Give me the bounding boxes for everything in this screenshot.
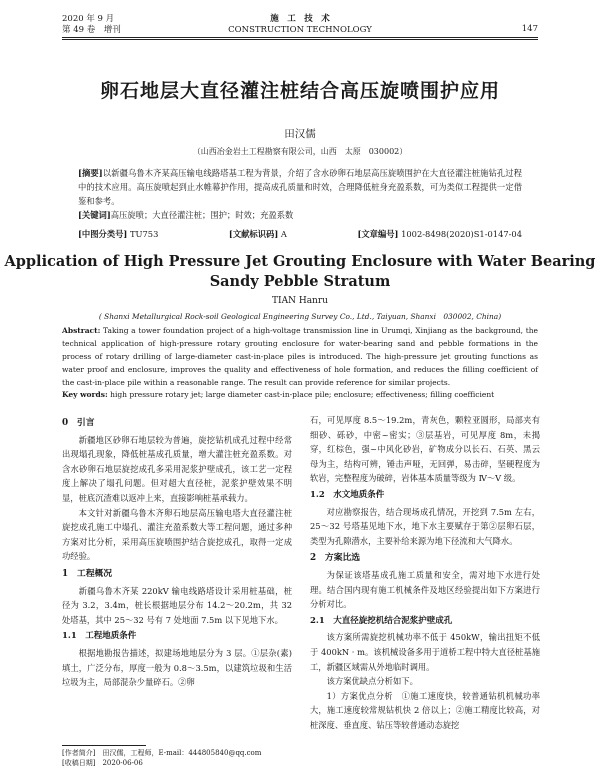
- footnote-author-info: [作者简介] 田汉儒，工程师，E-mail：444805840@qq.com: [62, 749, 262, 757]
- section-0-paragraph-2: 本文针对新疆乌鲁木齐卵石地层高压输电塔大直径灌注桩旋挖成孔施工中塌孔、灌注充盈系数大等工程问题，通过多种方案对比分析，采用高压旋喷围护结合旋挖成孔，取得一定成功经验。: [62, 507, 292, 562]
- section-1-1-heading: 1.1 工程地质条件: [62, 631, 137, 642]
- doc-label: [文献标识码]: [228, 229, 279, 239]
- section-1-1-paragraph-cont: 石，可见厚度 8.5～19.2m，青灰色，颗粒亚圆形，局部夹有细砂、砾砂，中密~密实；③层基岩，可见厚度 8m，未揭穿，红棕色，强~中风化砂岩，矿物成分以长石、石英、黑云母为主，结构可辨，锤击声哑，无回弹，易击碎，坚硬程度为软岩，完整程度为破碎，岩体基本质量等级为 Ⅳ～Ⅴ 级。: [310, 415, 540, 484]
- article-value: 1002-8498(2020)S1-0147-04: [401, 229, 522, 239]
- classification-meta: [78, 228, 522, 240]
- article-title-en: Application of High Pressure Jet Grouting Enclosure with Water Bearing Sandy Pebble Stratum: [4, 253, 596, 290]
- keywords-en-label: Key words:: [62, 390, 108, 399]
- keywords-cn: [78, 208, 522, 222]
- article-number: [357, 228, 522, 240]
- keywords-en-text: high pressure rotary jet; large diameter cast-in-place pile; enclosure; effectiveness; filling coefficient: [110, 390, 495, 399]
- article-title-cn: 卵石地层大直径灌注桩结合高压旋喷围护应用: [99, 80, 500, 102]
- section-1-heading: 1 工程概况: [62, 568, 113, 579]
- section-1-paragraph-1: 新疆乌鲁木齐某 220kV 输电线路塔设计采用桩基础，桩径为 3.2，3.4m，桩长根据地层分布 14.2～20.2m，共 32 处塔基，其中 25～32 号有 7 处地面 7.5m 以下见地下水。: [62, 585, 292, 625]
- doc-code: [229, 228, 287, 240]
- header-center: [0, 14, 600, 36]
- body-column-left: [62, 413, 292, 690]
- header-volume: 第 49 卷 增刊: [62, 25, 121, 35]
- affiliation-en: ( Shanxi Metallurgical Rock-soil Geological Engineering Survey Co., Ltd., Taiyuan, Shanxi 030002, China): [98, 312, 502, 321]
- section-1-2-heading: 1.2 水文地质条件: [310, 489, 385, 500]
- section-1-1-paragraph-1: 根据地勘报告描述，拟建场地地层分为 3 层。①层杂(素)填土，广泛分布，厚度一般为 0.8～3.5m，以建筑垃圾和生活垃圾为主，局部混杂少量碎石。②卵: [62, 647, 292, 688]
- abstract-cn-text: 以新疆乌鲁木齐某高压输电线路塔基工程为背景，介绍了含水砂卵石地层高压旋喷围护在大直径灌注桩施钻孔过程中的技术应用。高压旋喷起到止水帷幕护作用，提高成孔质量和时效，合理降低桩身充盈系数，可为类似工程提供一定借鉴和参考。: [78, 168, 522, 206]
- abstract-cn: [78, 166, 522, 208]
- clc-label: [中图分类号]: [78, 229, 128, 239]
- header-date: 2020 年 9 月: [62, 14, 115, 24]
- footnote-received: [收稿日期] 2020-06-06: [62, 759, 143, 767]
- section-2-1-paragraph-1: 该方案所需旋挖机械功率不低于 450kW，输出扭矩不低于 400kN · m。该机械设备多用于道桥工程中特大直径桩基施工，新疆区域需从外地临时调用。: [310, 632, 540, 672]
- affiliation-cn: （山西冶金岩土工程勘察有限公司，山西 太原 030002）: [192, 147, 408, 156]
- clc-code: [78, 228, 158, 240]
- section-2-1-paragraph-2: 该方案优缺点分析如下。: [326, 676, 418, 687]
- abstract-cn-block: [78, 166, 522, 222]
- header-rule: [62, 37, 538, 38]
- abstract-en-text: Taking a tower foundation project of a high-voltage transmission line in Urumqi, Xinjiang as the background, the technical application of high-pressure rotary grouting enclosure for water-bearing sand and pebble formations in the process of rotary drilling of large-diameter cast-in-place piles is introduced. The high-pressure jet grouting functions as water proof and enclosure, improves the quality and effectiveness of hole formation, and reduces the filling coefficient of the cast-in-place pile within a reasonable range. The result can provide reference for similar projects.: [62, 326, 538, 387]
- section-2-1-paragraph-3: 1）方案优点分析 ①施工速度快，较普通钻机机械功率大，施工速度较常规钻机快 2 倍以上；②施工精度比较高，对桩深度、垂直度、钻压等较普通动态旋挖: [310, 690, 540, 730]
- journal-name-en: CONSTRUCTION TECHNOLOGY: [228, 25, 372, 35]
- footnote-rule: [62, 745, 146, 746]
- page-number: 147: [521, 24, 538, 34]
- section-2-heading: 2 方案比选: [310, 553, 361, 564]
- section-0-heading: 0 引言: [62, 418, 95, 428]
- author-en: TIAN Hanru: [272, 296, 328, 306]
- header-rule-thin: [62, 39, 538, 40]
- author-cn: 田汉儒: [284, 128, 316, 140]
- footnote: [62, 748, 261, 768]
- body-column-right: [310, 413, 540, 732]
- abstract-cn-label: [摘要]: [78, 168, 103, 178]
- abstract-en: [62, 324, 538, 389]
- section-1-2-paragraph-1: 对应勘察报告，结合现场成孔情况，开挖到 7.5m 左右，25～32 号塔基见地下水，地下水主要赋存于第②层卵石层，类型为孔隙潜水，主要补给来源为地下径流和大气降水。: [310, 506, 540, 546]
- keywords-en: [62, 390, 538, 399]
- section-0-paragraph-1: 新疆地区砂卵石地层较为普遍，旋挖钻机成孔过程中经常出现塌孔现象，降低桩基成孔质量，增大灌注桩充盈系数。对含水砂卵石地层旋挖成孔多采用泥浆护壁成孔，该工艺一定程度上解决了塌孔问题。但对超大直径桩，泥浆护壁效果不明显，桩底沉渣难以返冲上来，直接影响桩基承载力。: [62, 434, 292, 503]
- keywords-cn-label: [关键词]: [78, 210, 111, 220]
- section-2-paragraph-1: 为保证该塔基成孔施工质量和安全，需对地下水进行处理。结合国内现有施工机械条件及地区经验提出如下方案进行分析对比。: [310, 569, 540, 610]
- clc-value: TU753: [129, 229, 159, 239]
- journal-name-cn: 施 工 技 术: [270, 14, 330, 24]
- article-label: [文章编号]: [357, 229, 399, 239]
- abstract-en-label: Abstract:: [62, 326, 101, 335]
- doc-value: A: [280, 229, 287, 239]
- keywords-cn-text: 高压旋喷；大直径灌注桩；围护；时效；充盈系数: [110, 210, 294, 220]
- section-2-1-heading: 2.1 大直径旋挖机结合泥浆护壁成孔: [310, 615, 453, 626]
